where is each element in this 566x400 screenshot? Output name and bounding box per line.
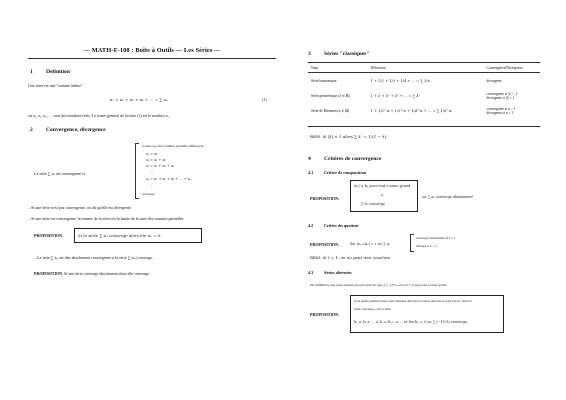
row-convergence-case-1: convergente si |λ| < 1: [486, 91, 517, 96]
row-convergence: [484, 88, 541, 103]
subsection-4-2-title: Critère du quotient: [324, 223, 359, 228]
row-definition: 1 + λ + λ² + λ³ + … = ∑ λⁿ: [370, 93, 421, 98]
section-3-title: Séries "classiques": [324, 51, 370, 57]
s42-prop-label: PROPOSITION.: [310, 242, 340, 247]
series-table: [308, 63, 540, 118]
s2-bullet-2: – Si une série est convergente, la somme de la série est la limite de la suite des sommes partielles.: [28, 216, 185, 221]
s41-et: et: [381, 193, 384, 197]
s42-brace: [410, 234, 414, 252]
page-title: — MATH-F-108 : Boîte à Outils — Les Séries —: [83, 47, 221, 54]
s42-formula: lim |aₙ₊₁/aₙ| = ℓ ⟹ ∑ aₙ: [350, 242, 391, 246]
s42-rem: REM. Si ℓ = 1, on ne peut rien conclure.: [310, 255, 392, 260]
s2-cond-end: converge.: [142, 192, 156, 196]
col-header-definition: Définition: [368, 63, 484, 73]
s43-p3: b₁ ≥ b₂ ≥ … ≥ bₙ ≥ bₙ₊₁ ≥ … et lim bₙ = 0 ⟹ ∑ (−1)ⁿ bₙ converge: [354, 320, 467, 324]
table-bottom-rule: [308, 126, 540, 127]
section-2-heading: [30, 127, 106, 133]
table-row: [308, 103, 540, 118]
s2-partial-1: s₁ = a₁: [146, 152, 158, 156]
subsection-4-2-heading: [308, 223, 359, 228]
s3-rem: REM. Si |λ| < 1 alors ∑ λⁿ = 1/(1 − λ).: [310, 134, 388, 139]
section-3-number: 3: [308, 51, 311, 57]
row-convergence: divergente: [486, 78, 502, 83]
s2-prop-text: Si la série ∑ aₙ converge alors lim aₙ = 0.: [78, 233, 162, 238]
subsection-4-2-number: 4.2: [308, 223, 314, 228]
s41-line-2: ∑ bₙ converge: [361, 202, 385, 206]
subsection-4-1-title: Critère de comparaison: [324, 170, 367, 175]
subsection-4-3-title: Séries alternées: [324, 270, 352, 275]
s41-result: ⟹ ∑ aₙ converge absolument: [422, 195, 473, 199]
s2-partial-3: s₃ = a₁ + a₂ + a₃: [146, 164, 175, 168]
row-convergence-case-2: divergente si α ≤ 1: [486, 110, 514, 115]
section-3-heading: [308, 51, 370, 57]
s2-abs-text: – La série ∑ aₙ est dite absolument convergente si la série ∑ |aₙ| converge.: [34, 255, 154, 260]
section-2-number: 2: [30, 127, 33, 133]
section-1-number: 1: [30, 69, 33, 75]
s1-formula: a₁ + a₂ + a₃ + a₄ + … = ∑ aₙ: [110, 97, 168, 102]
s2-prop2: [34, 271, 150, 276]
s2-partial-dots-1: ⋮: [150, 170, 154, 174]
row-definition: 1 + 1/2 + 1/3 + 1/4 + … = ∑ 1/n: [370, 78, 430, 83]
s2-partial-n: sₙ = a₁ + a₂ + a₃ + … + aₙ: [146, 177, 192, 181]
s2-cond-intro: la suite (sₙ) des sommes partielles définie par: [142, 144, 204, 148]
table-row: [308, 73, 540, 89]
section-4-title: Critères de convergence: [324, 156, 382, 162]
s41-line-1: |aₙ| ≤ bₙ pour tout n assez grand: [354, 184, 411, 188]
row-name: Série de Riemann (α ∈ ℝ): [311, 108, 350, 113]
s2-partial-dots-2: ⋮: [150, 183, 154, 187]
s43-prop-label: PROPOSITION.: [310, 312, 340, 317]
s2-bullet-1: – Si une série n'est pas convergente, on dit qu'elle est divergente.: [28, 205, 132, 210]
subsection-4-3-heading: [308, 270, 352, 275]
subsection-4-1-number: 4.1: [308, 170, 314, 175]
s41-box: [350, 180, 418, 212]
s42-case-2: diverge si ℓ > 1: [416, 244, 437, 248]
s2-lead: La série ∑ aₙ est convergente si: [34, 171, 85, 176]
section-2-title: Convergence, divergence: [46, 127, 106, 133]
s2-prop2-label: PROPOSITION.: [34, 271, 64, 276]
s1-formula-tag: (1): [262, 97, 267, 102]
s2-prop2-text: Si une série converge absolument alors elle converge.: [64, 271, 150, 276]
col-header-name: Nom: [308, 63, 368, 73]
s2-brace: [135, 143, 139, 199]
s41-prop-label: PROPOSITION.: [310, 196, 340, 201]
table-row: [308, 88, 540, 103]
subsection-4-1-heading: [308, 170, 366, 175]
s1-intro: Une série est une "somme infinie": [28, 83, 83, 88]
row-convergence-case-2: divergente si |λ| ≥ 1: [486, 95, 515, 100]
section-4-heading: [308, 156, 381, 162]
section-1-title: Définition: [46, 69, 70, 75]
s43-p1: Si le terme général d'une série alternée décroît en valeur absolue et tend vers 0, alors la: [354, 299, 472, 303]
s43-box: [350, 295, 504, 333]
row-convergence: [484, 103, 541, 118]
s2-prop-box: [74, 228, 202, 243]
s2-prop-label: PROPOSITION.: [34, 233, 64, 238]
title-rule: [28, 58, 276, 59]
col-header-convergence: Convergence/Divergence: [484, 63, 541, 73]
row-name: Série géométrique (λ ∈ ℝ): [311, 93, 350, 98]
row-definition: 1 + 1/2^α + 1/3^α + 1/4^α + … = ∑ 1/n^α: [370, 108, 452, 113]
s43-p2: série converge, c'est-à-dire:: [354, 307, 392, 311]
s42-case-1: converge absolument si ℓ < 1: [416, 236, 456, 240]
s43-intro: Par définition, une série alternée est une série du type ∑ (−1)ⁿ bₙ avec bₙ ≥ 0 pour tout n assez grand.: [310, 283, 448, 287]
section-1-heading: [30, 69, 70, 75]
section-4-number: 4: [308, 156, 311, 162]
s2-partial-2: s₂ = a₁ + a₂: [146, 158, 166, 162]
subsection-4-3-number: 4.3: [308, 270, 314, 275]
row-name: Série harmonique: [311, 78, 337, 83]
row-convergence-case-1: convergente si α > 1: [486, 106, 516, 111]
s1-after: où a₁, a₂, a₃, … sont des nombres réels. Le terme général de la série (1) est le nombre aₙ.: [28, 113, 170, 118]
